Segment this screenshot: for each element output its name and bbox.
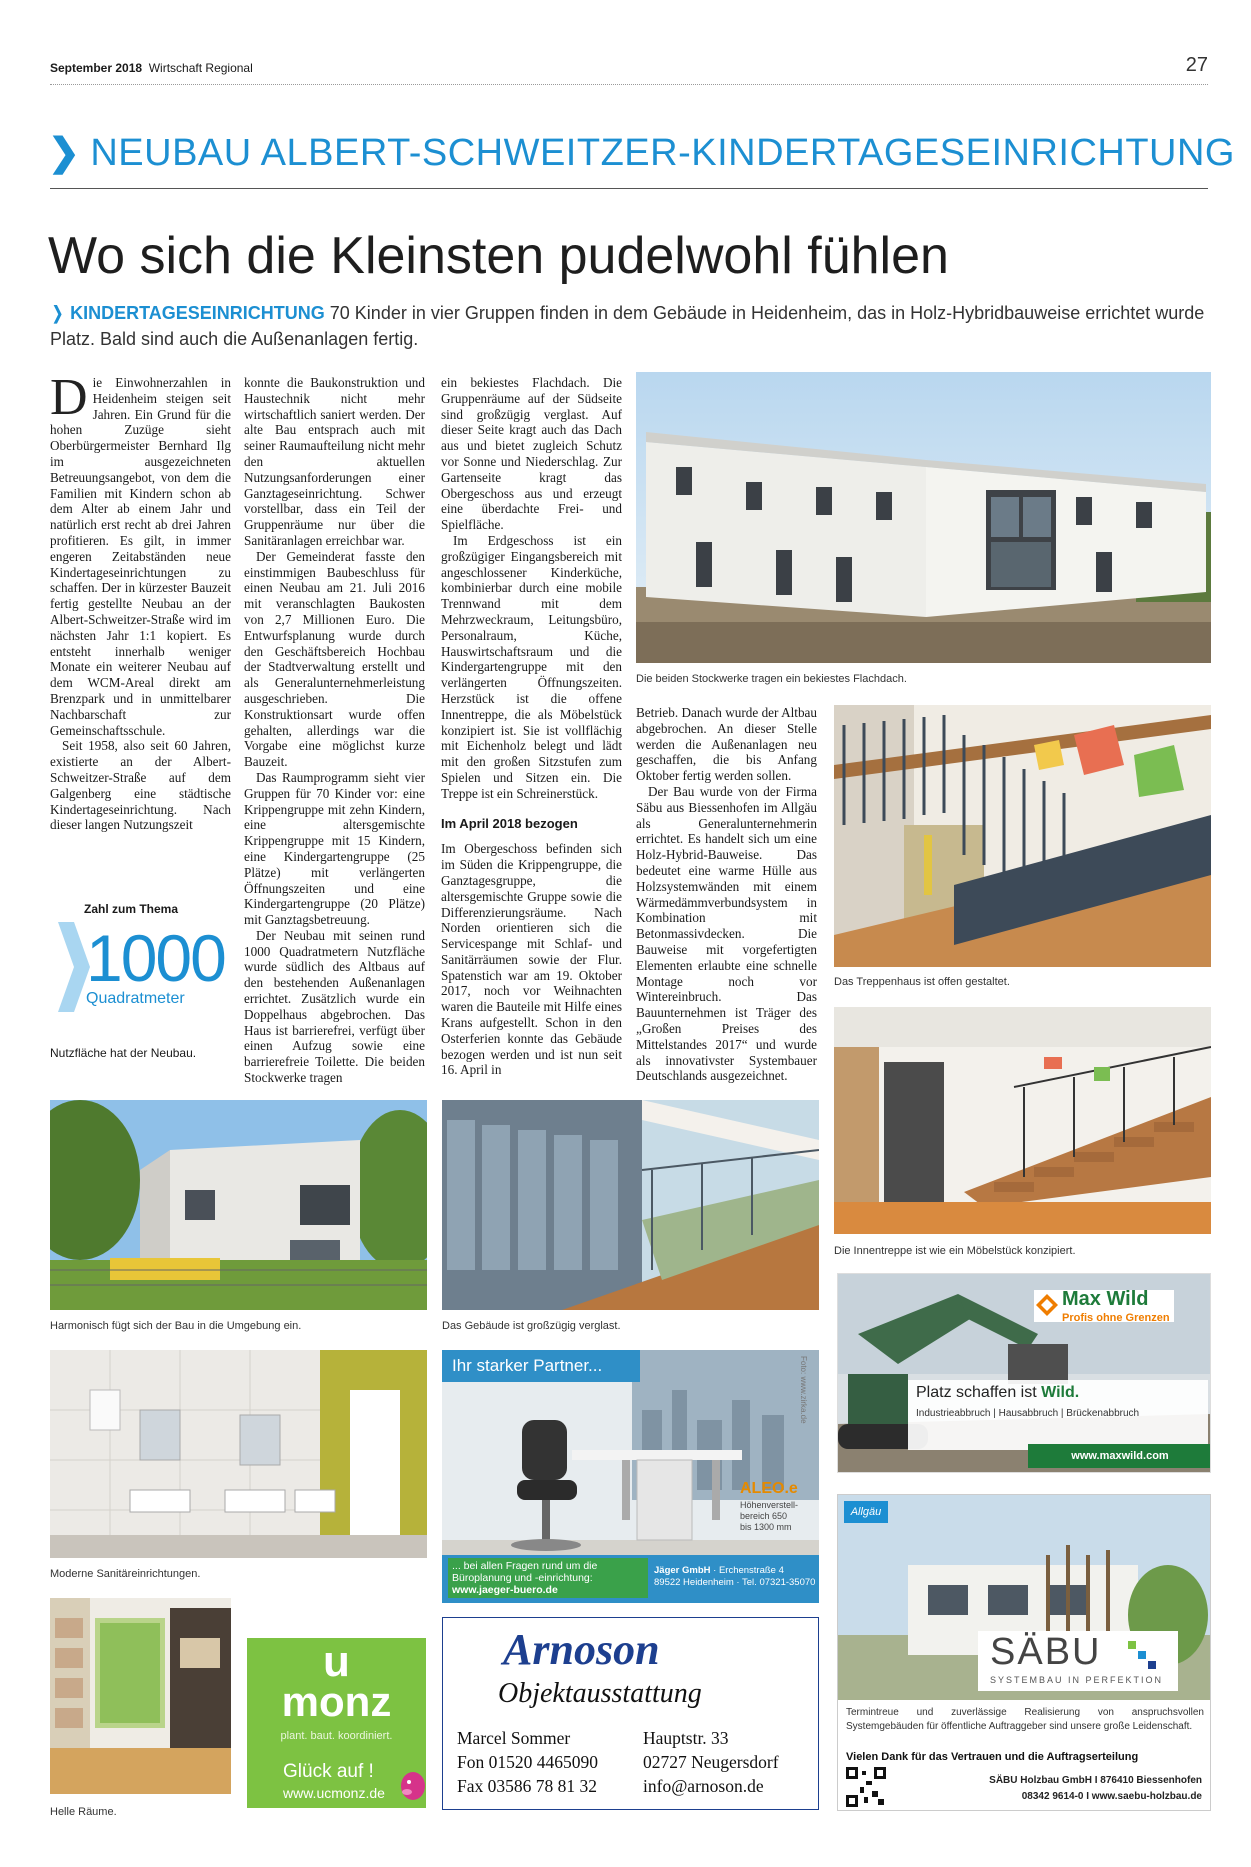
subheading: Im April 2018 bezogen: [441, 815, 578, 831]
caption-bright-rooms: Helle Räume.: [50, 1806, 117, 1818]
article-column-2: konnte die Baukonstruktion und Haustechnik nicht mehr wirtschaftlich saniert werden. Der alte Bau entsprach auch mit seiner Raumaufteilung nicht mehr den aktuellen Nutzungsanforderungen einer Ganztageseinrichtung. Schwer vorstellbar, dass ein Teil der Gruppenräume nur über die Sanitäranlagen erreichbar war. Der Gemeinderat fasste den einstimmigen Baubeschluss für einen Neubau am 21. Juli 2016 mit veranschlagten Baukosten von 2,7 Millionen Euro. Die Entwurfsplanung wurde durch den Geschäftsbereich Hochbau der Stadtverwaltung erstellt und als Generalunternehmerleistung ausgeschrieben. Die Konstruktionsart wurde offen gehalten, allerdings war die Vorgabe eine möglichst kurze Bauzeit. Das Raumprogramm sieht vier Gruppen für 70 Kinder vor: eine Krippengruppe mit zehn Kindern, eine altersgemischte Krippengruppe mit 15 Kindern, eine Kindergartengruppe (25 Plätze) mit verlängerten Öffnungszeiten und eine Kindergartengruppe (20 Plätze) mit Ganztagsbetreuung. Der Neubau mit seinen rund 1000 Quadratmetern Nutzfläche wurde südlich des Altbaus auf den bestehenden Außenanlagen errichtet. Zusätzlich wurde ein Doppelhaus abgebrochen. Das Haus ist barrierefrei, verfügt über einen Aufzug sowie eine barrierefreie Toilette. Die beiden Stockwerke tragen: [244, 375, 425, 1086]
monz-logo: monz: [281, 1678, 392, 1725]
teaser: [50, 300, 1208, 352]
number-box-value: 1000: [86, 921, 225, 995]
saebu-logo: SÄBU: [990, 1631, 1102, 1673]
maxwild-tagline: Profis ohne Grenzen: [1062, 1312, 1170, 1324]
qr-code-icon: [846, 1767, 886, 1807]
teaser-text: 70 Kinder in vier Gruppen finden in dem Gebäude in Heidenheim, das in Holz-Hybridbauweise errichtet wurde Platz. Bald sind auch die Außenanlagen fertig.: [50, 303, 1205, 349]
monz-greeting: Glück auf !: [283, 1761, 374, 1782]
saebu-thanks: Vielen Dank für das Vertrauen und die Auftragserteilung: [846, 1751, 1139, 1763]
ad-maxwild: [837, 1273, 1211, 1473]
saebu-contact: 08342 9614-0 I www.saebu-holzbau.de: [1021, 1791, 1202, 1802]
arnoson-email[interactable]: info@arnoson.de: [643, 1776, 764, 1796]
monz-tagline: plant. baut. koordiniert.: [280, 1730, 393, 1742]
maxwild-services: Industrieabbruch | Hausabbruch | Brückenabbruch: [916, 1408, 1140, 1419]
header-divider: [50, 84, 1208, 85]
number-box-note: Nutzfläche hat der Neubau.: [50, 1046, 197, 1060]
jaeger-address: Jäger GmbH · Erchenstraße 4 89522 Heidenheim · Tel. 07321-35070: [654, 1565, 816, 1588]
saebu-logo-squares-icon: [1128, 1641, 1158, 1671]
ad-arnoson: [442, 1617, 819, 1810]
caption-glazed: Das Gebäude ist großzügig verglast.: [442, 1320, 621, 1332]
saebu-company: SÄBU Holzbau GmbH I 876410 Biessenhofen: [989, 1775, 1202, 1786]
article-column-4: Betrieb. Danach wurde der Altbau abgebrochen. An dieser Stelle werden die Außenanlagen neu geschaffen, die bis Anfang Oktober fertig werden sollen. Der Bau wurde von der Firma Säbu aus Biessenhofen im Allgäu als Generalunternehmerin errichtet. Es handelt sich um eine Holz-Hybrid-Bauweise. Das bedeutet eine warme Hülle aus Holzsystemwänden mit einem Wärmedämmverbundsystem in Kombination mit Betonmassivdecken. Die Bauweise mit vorgefertigten Elementen erlaubte eine schnelle Montage noch vor Wintereinbruch. Das Bauunternehmen ist Träger des „Großen Preises des Mittelstandes 2017“ und wurde als innovativster Systembauer Deutschlands ausgezeichnet.: [636, 705, 817, 1084]
section-divider: [50, 188, 1208, 189]
arnoson-contact-right: Hauptstr. 33 02727 Neugersdorf info@arnoson.de: [643, 1728, 779, 1796]
photo-building-surroundings: [50, 1100, 427, 1310]
caption-surroundings: Harmonisch fügt sich der Bau in die Umgebung ein.: [50, 1320, 302, 1332]
jaeger-photo-credit: Foto: www.zirka.de: [799, 1356, 808, 1424]
number-box-label: Zahl zum Thema: [84, 902, 179, 916]
teaser-kicker: KINDERTAGESEINRICHTUNG: [70, 303, 325, 323]
jaeger-cta: ... bei allen Fragen rund um die Büroplanung und -einrichtung: www.jaeger-buero.de: [448, 1558, 648, 1598]
saebu-text: Termintreue und zuverlässige Realisierung von anspruchsvollen Systemgebäuden für öffentliche Auftraggeber sind unsere große Leidenschaft.: [846, 1707, 1204, 1732]
chevron-right-icon: ❯: [48, 132, 81, 174]
ad-jaeger-buero: [442, 1350, 819, 1603]
teaser-chevron-icon: ❭: [50, 303, 71, 323]
maxwild-logo-icon: [1036, 1294, 1058, 1316]
photo-glazed-facade: [442, 1100, 819, 1310]
monz-logo-top: u: [323, 1638, 350, 1686]
photo-sanitary: [50, 1350, 427, 1558]
caption-inner-staircase: Die Innentreppe ist wie ein Möbelstück konzipiert.: [834, 1245, 1076, 1257]
article-column-3: ein bekiestes Flachdach. Die Gruppenräume auf der Südseite sind großzügig verglast. Auf dieser Seite kragt auch das Dach aus und bietet zugleich Schutz vor Sonne und Niederschlag. Zur Gartenseite kragt das Obergeschoss aus und erzeugt eine überdachte Frei- und Spielfläche. Im Erdgeschoss ist ein großzügiger Eingangsbereich mit angeschlossener Kinderküche, kombinierbar durch eine mobile Trennwand mit dem Mehrzweckraum, Leitungsbüro, Personalraum, Küche, Hauswirtschaftsraum und die Kindergartengruppe mit den verlängerten Öffnungszeiten. Herzstück ist die offene Innentreppe, die als Möbelstück konzipiert ist. Sie ist vollflächig mit Eichenholz belegt und lädt mit den großen Sitzstufen zum Spielen und Sitzen ein. Die Treppe ist ein Schreinerstück. Im April 2018 bezogen Im Obergeschoss befinden sich im Süden die Krippengruppe, die Ganztagesgruppe, die altersgemischte Gruppe sowie die Differenzierungsräume. Nach Norden orientieren sich die Servicespange mit Schlaf- und Sanitärräumen sowie der Flur. Spatenstich war am 19. Oktober 2017, noch vor Weihnachten waren die Bauteile mit Hilfe eines Krans aufgestellt. Schon in den Osterferien konnte das Gebäude bezogen werden und ist nun seit 16. April in: [441, 375, 622, 1078]
pig-mascot-icon: [397, 1764, 426, 1804]
ad-saebu: [837, 1494, 1211, 1811]
caption-stairwell: Das Treppenhaus ist offen gestaltet.: [834, 976, 1010, 988]
dropcap: D: [50, 369, 88, 426]
page-number: 27: [1185, 54, 1208, 76]
caption-flat-roof: Die beiden Stockwerke tragen ein bekiestes Flachdach.: [636, 673, 907, 685]
jaeger-product-desc: Höhenverstell- bereich 650 bis 1300 mm: [740, 1500, 799, 1532]
jaeger-url[interactable]: www.jaeger-buero.de: [452, 1584, 558, 1596]
arnoson-sub: Objektausstattung: [498, 1678, 702, 1709]
headline: Wo sich die Kleinsten pudelwohl fühlen: [48, 227, 949, 285]
saebu-sub: SYSTEMBAU IN PERFEKTION: [990, 1675, 1164, 1685]
page-date: September 2018 Wirtschaft Regional: [50, 61, 253, 75]
maxwild-url[interactable]: www.maxwild.com: [1028, 1444, 1211, 1468]
photo-inner-staircase: [834, 1007, 1211, 1234]
photo-bright-rooms: [50, 1598, 231, 1794]
jaeger-headline: Ihr starker Partner...: [442, 1350, 640, 1382]
arnoson-logo: Arnoson: [503, 1625, 660, 1674]
monz-url: www.ucmonz.de: [283, 1785, 385, 1801]
photo-stairwell: [834, 705, 1211, 967]
number-box-unit: Quadratmeter: [86, 990, 185, 1007]
photo-building-flat-roof: [636, 372, 1211, 663]
maxwild-brand: Max Wild: [1062, 1288, 1149, 1310]
saebu-region: Allgäu: [844, 1501, 888, 1523]
section-title: ❯ NEUBAU ALBERT-SCHWEITZER-KINDERTAGESEINRICHTUNG: [48, 132, 1235, 174]
article-column-1: Die Einwohnerzahlen in Heidenheim steigen seit Jahren. Ein Grund für die hohen Zuzüge sieht Oberbürgermeister Bernhard Ilg im ausgezeichneten Betreuungsangebot, von dem die Familien mit Kindern schon ab dem Alter ab einem Jahr und natürlich erst recht ab drei Jahren profitieren. Es gilt, in immer engeren Zeitabständen neue Kindertageseinrichtungen zu schaffen. Der in kürzester Bauzeit fertig gestellte Neubau an der Albert-Schweitzer-Straße wird im nächsten Jahr 1:1 kopiert. Es entsteht innerhalb weniger Monate ein weiterer Neubau auf dem WCM-Areal direkt am Brenzpark und in unmittelbarer Nachbarschaft zur Gemeinschaftsschule. Seit 1958, also seit 60 Jahren, existierte an der Albert-Schweitzer-Straße auf dem Galgenberg eine städtische Kindertageseinrichtung. Nach dieser langen Nutzungszeit: [50, 369, 231, 833]
ad-ucmonz: [247, 1638, 426, 1808]
caption-sanitary: Moderne Sanitäreinrichtungen.: [50, 1568, 201, 1580]
arnoson-contact-left: Marcel Sommer Fon 01520 4465090 Fax 03586 78 81 32: [457, 1728, 598, 1796]
maxwild-slogan: Platz schaffen ist Wild.: [916, 1384, 1080, 1401]
jaeger-product: ALEO.e: [740, 1480, 798, 1497]
